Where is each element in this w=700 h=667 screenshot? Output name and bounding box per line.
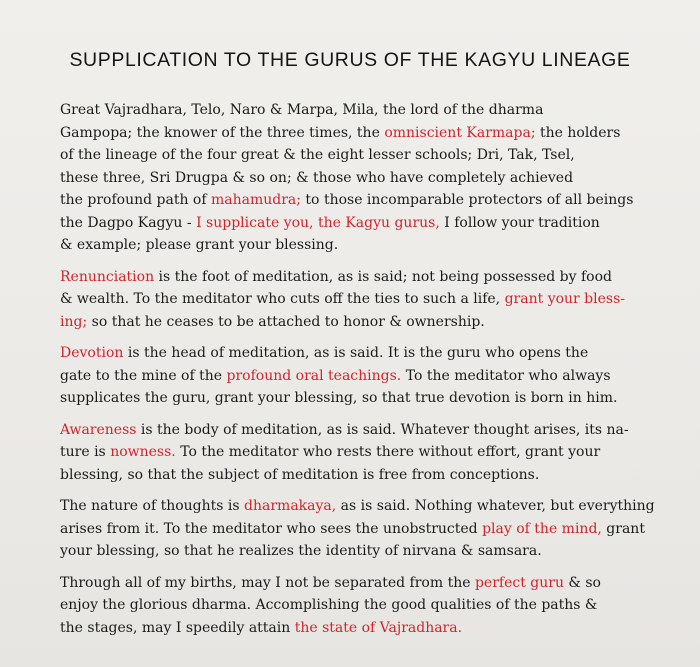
text-segment: Through all of my births, may I not be separated from the bbox=[60, 574, 475, 591]
text-line bbox=[60, 189, 675, 212]
highlighted-phrase: Awareness bbox=[60, 421, 137, 438]
text-segment: To the meditator who rests there without effort, grant your bbox=[175, 444, 601, 460]
highlighted-phrase: dharmakaya, bbox=[244, 498, 337, 514]
text-segment: the holders bbox=[535, 124, 621, 141]
paragraph bbox=[60, 572, 675, 640]
text-segment: ture is bbox=[60, 444, 111, 460]
text-segment: as is said. Nothing whatever, but everything bbox=[336, 498, 655, 514]
highlighted-phrase: mahamudra; bbox=[210, 192, 301, 208]
paragraph bbox=[60, 419, 675, 487]
text-segment: & so bbox=[563, 574, 601, 591]
highlighted-phrase: the state of Vajradhara. bbox=[294, 619, 463, 636]
text-segment: so that he ceases to be attached to honor & ownership. bbox=[87, 313, 485, 330]
text-line bbox=[60, 441, 675, 464]
text-line bbox=[60, 288, 675, 311]
text-line bbox=[60, 122, 675, 145]
text-segment: I follow your tradition bbox=[439, 214, 600, 231]
text-line bbox=[60, 266, 675, 289]
highlighted-phrase: omniscient Karmapa; bbox=[384, 124, 536, 141]
text-line bbox=[60, 212, 675, 235]
text-segment: is the head of meditation, as is said. It is the guru who opens the bbox=[123, 345, 589, 361]
text-segment: The nature of thoughts is bbox=[60, 498, 245, 514]
highlighted-phrase: I supplicate you, the Kagyu gurus, bbox=[196, 214, 440, 231]
highlighted-phrase: grant your bless- bbox=[504, 291, 626, 307]
highlighted-phrase: ing; bbox=[60, 313, 88, 330]
highlighted-phrase: profound oral teachings. bbox=[226, 367, 402, 384]
text-line bbox=[60, 518, 675, 541]
paragraph bbox=[60, 495, 675, 563]
text-segment: is the body of meditation, as is said. Whatever thought arises, its na- bbox=[136, 421, 629, 438]
text-segment: Great Vajradhara, Telo, Naro & Marpa, Mila, the lord of the dharma bbox=[60, 102, 544, 118]
text-segment: gate to the mine of the bbox=[60, 367, 227, 384]
text-segment: the Dagpo Kagyu - bbox=[60, 214, 197, 231]
text-segment: blessing, so that the subject of meditation is free from conceptions. bbox=[60, 466, 540, 483]
text-line bbox=[60, 387, 675, 410]
text-segment: your blessing, so that he realizes the identity of nirvana & samsara. bbox=[60, 543, 542, 559]
paragraph bbox=[60, 266, 675, 334]
text-segment: Gampopa; the knower of the three times, the bbox=[60, 124, 385, 141]
prayer-text-body bbox=[60, 99, 675, 648]
text-line bbox=[60, 594, 675, 617]
text-segment: supplicates the guru, grant your blessing, so that true devotion is born in him. bbox=[60, 390, 618, 406]
text-segment: is the foot of meditation, as is said; not being possessed by food bbox=[154, 268, 612, 285]
text-line bbox=[60, 419, 675, 442]
text-line bbox=[60, 464, 675, 487]
text-line bbox=[60, 99, 675, 122]
text-segment: arises from it. To the meditator who sees the unobstructed bbox=[60, 520, 483, 537]
text-line bbox=[60, 617, 675, 640]
paragraph bbox=[60, 99, 675, 257]
text-line bbox=[60, 167, 675, 190]
highlighted-phrase: Renunciation bbox=[60, 268, 155, 285]
text-segment: these three, Sri Drugpa & so on; & those who have completely achieved bbox=[60, 169, 574, 186]
text-line bbox=[60, 234, 675, 257]
text-line bbox=[60, 144, 675, 167]
text-segment: the profound path of bbox=[60, 192, 211, 208]
highlighted-phrase: perfect guru bbox=[474, 574, 564, 591]
text-line bbox=[60, 495, 675, 518]
text-line bbox=[60, 311, 675, 334]
text-line bbox=[60, 342, 675, 365]
text-segment: enjoy the glorious dharma. Accomplishing the good qualities of the paths & bbox=[60, 597, 598, 613]
highlighted-phrase: Devotion bbox=[60, 345, 124, 361]
text-segment: the stages, may I speedily attain bbox=[60, 619, 295, 636]
text-segment: To the meditator who always bbox=[401, 367, 611, 384]
text-segment: & example; please grant your blessing. bbox=[60, 237, 339, 253]
text-segment: & wealth. To the meditator who cuts off the ties to such a life, bbox=[60, 291, 505, 307]
text-segment: to those incomparable protectors of all beings bbox=[300, 192, 634, 208]
text-segment: of the lineage of the four great & the eight lesser schools; Dri, Tak, Tsel, bbox=[60, 147, 575, 163]
highlighted-phrase: nowness. bbox=[110, 444, 176, 460]
page-title: SUPPLICATION TO THE GURUS OF THE KAGYU LINEAGE bbox=[69, 49, 631, 71]
text-line bbox=[60, 540, 675, 563]
text-line bbox=[60, 572, 675, 595]
highlighted-phrase: play of the mind, bbox=[482, 520, 602, 537]
text-line bbox=[60, 365, 675, 388]
paragraph bbox=[60, 342, 675, 410]
text-segment: grant bbox=[601, 520, 645, 537]
